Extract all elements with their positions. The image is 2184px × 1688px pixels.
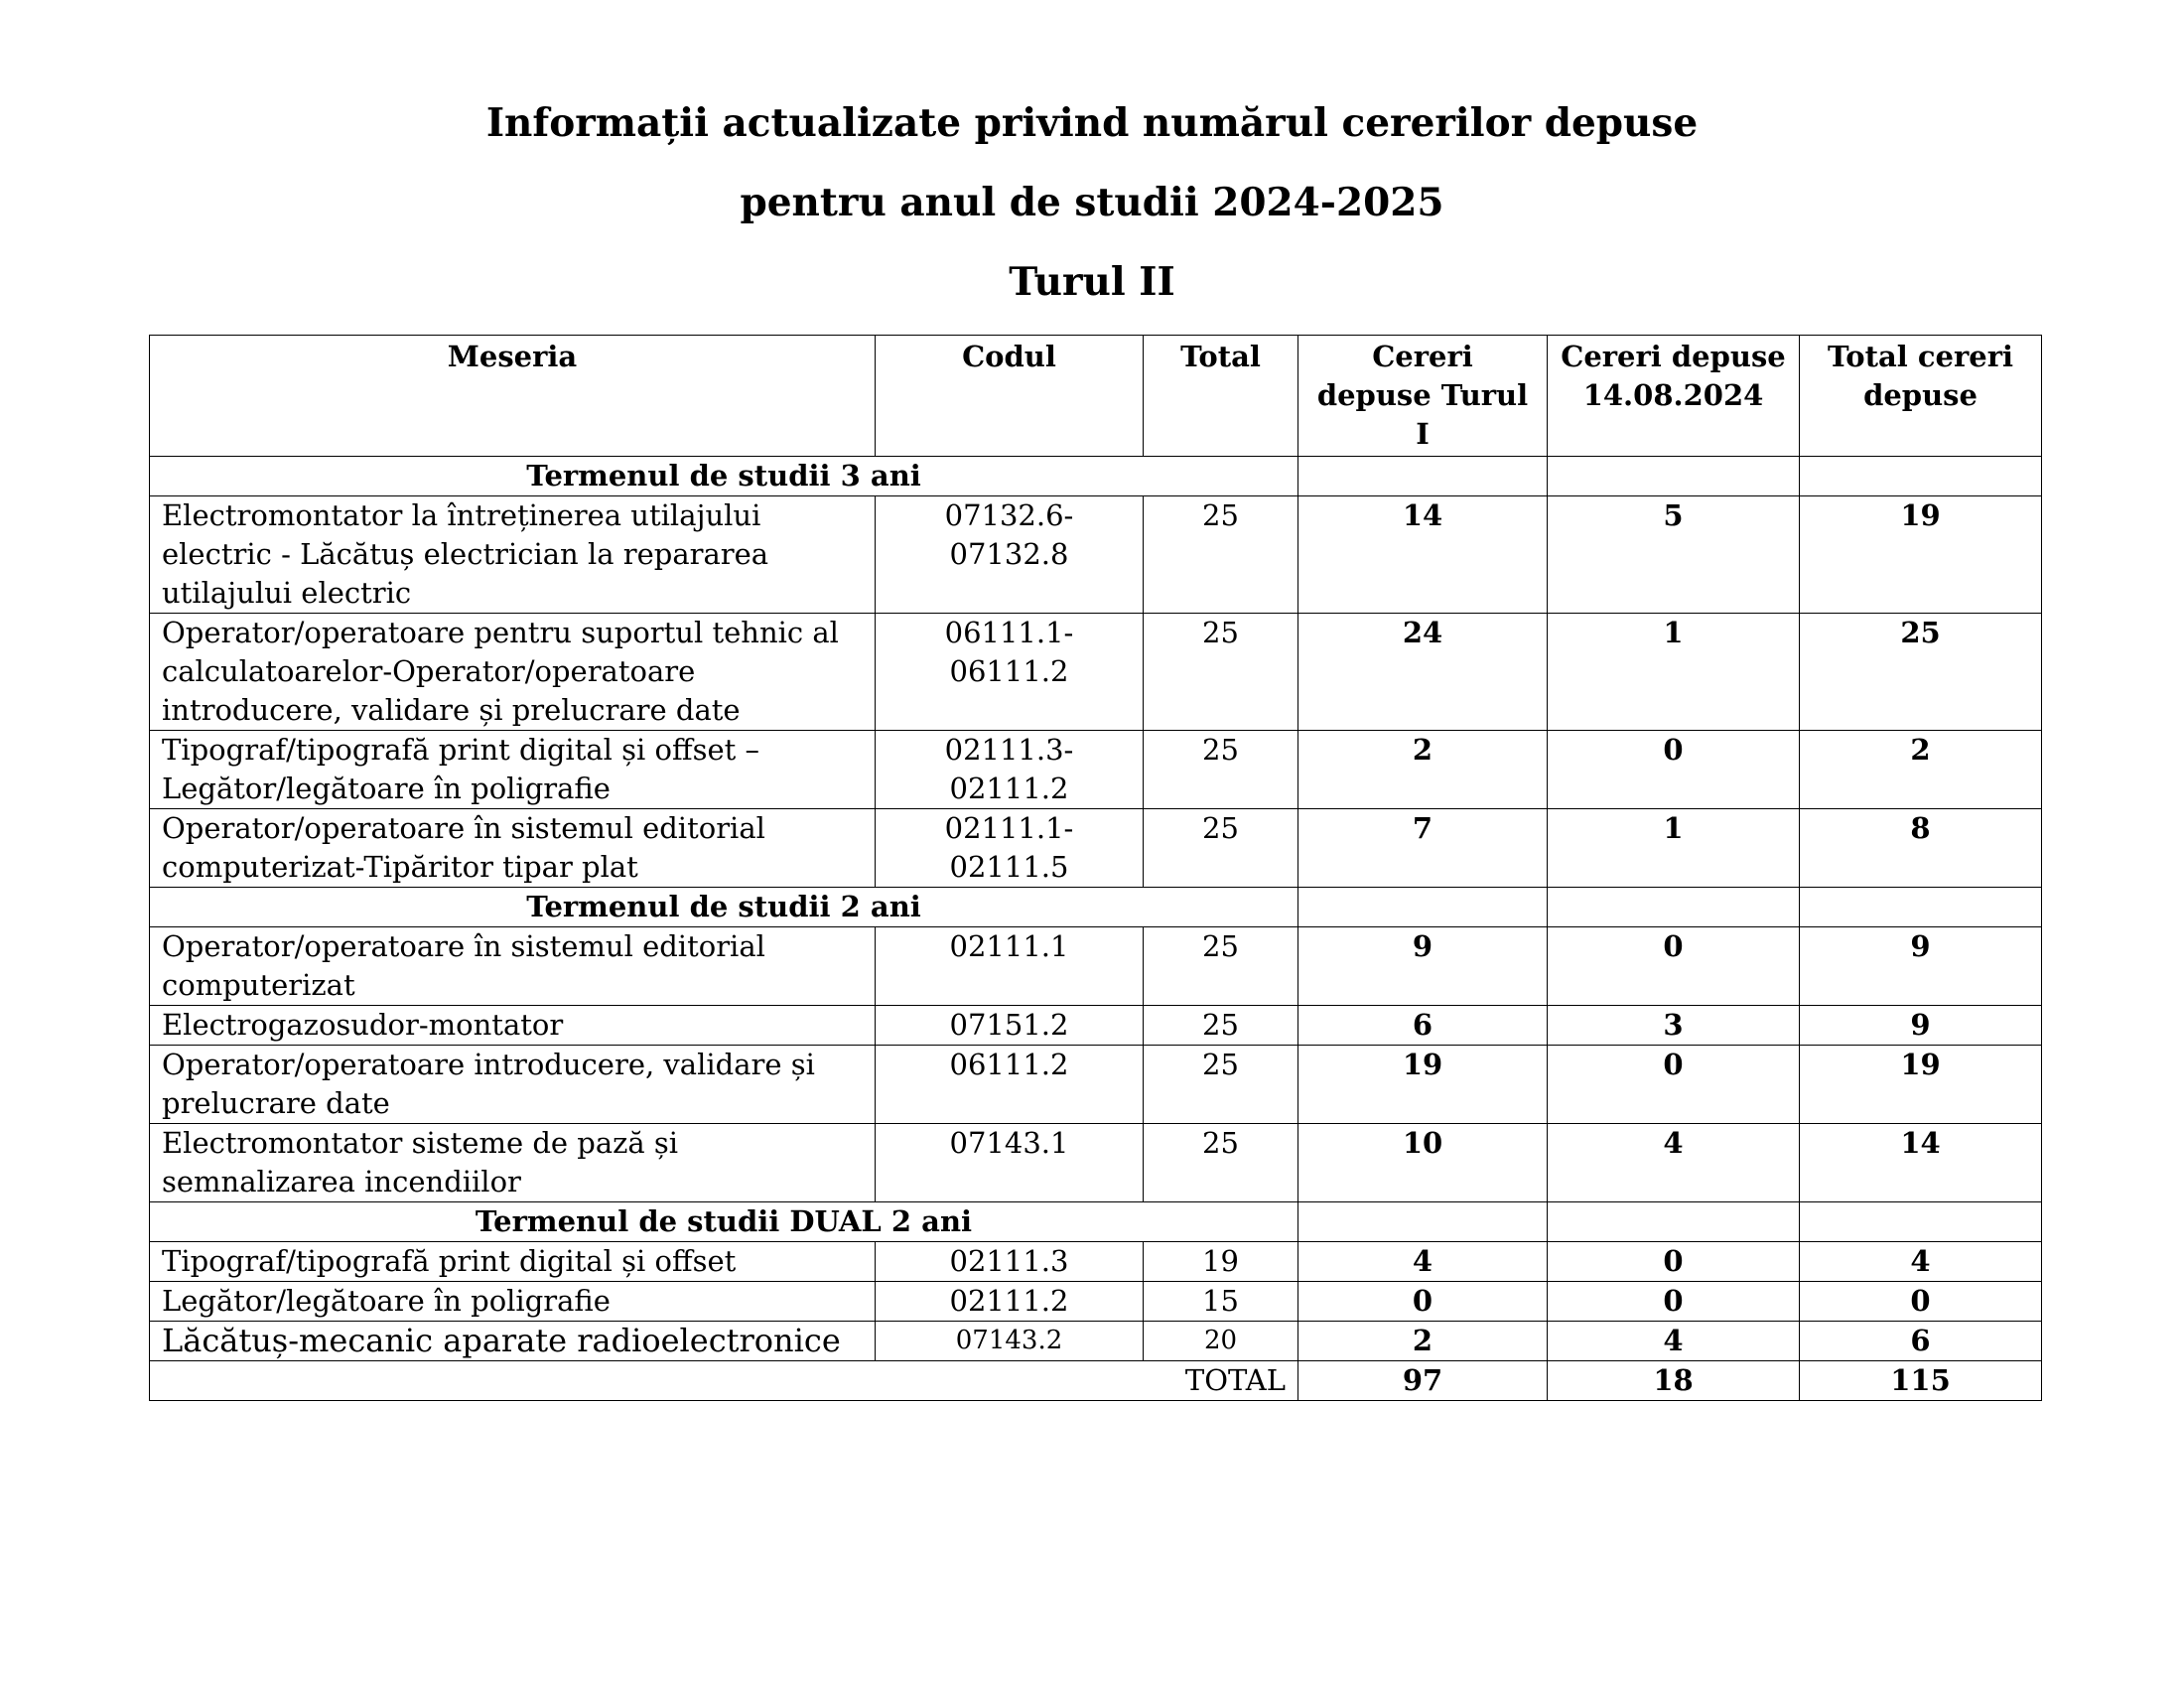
- cell-codul: 02111.1: [876, 927, 1144, 1006]
- table-row: [150, 1006, 2042, 1046]
- table-row: [150, 731, 2042, 809]
- cell-total: 25: [1144, 614, 1298, 731]
- empty-cell: [1548, 457, 1800, 496]
- section-title: Termenul de studii DUAL 2 ani: [150, 1202, 1298, 1242]
- empty-cell: [1800, 1202, 2042, 1242]
- title-line-2: pentru anul de studii 2024-2025: [740, 180, 1444, 225]
- cell-codul: 07132.6-07132.8: [876, 496, 1144, 614]
- empty-cell: [1548, 888, 1800, 927]
- cell-cereri-turul-1: 14: [1298, 496, 1548, 614]
- section-row: [150, 457, 2042, 496]
- table-row: [150, 1242, 2042, 1282]
- cell-cereri-date: 1: [1548, 614, 1800, 731]
- total-label: TOTAL: [150, 1361, 1298, 1401]
- header-total: Total: [1144, 336, 1298, 457]
- cell-total: 25: [1144, 809, 1298, 888]
- section-row: [150, 1202, 2042, 1242]
- cell-codul: 07143.1: [876, 1124, 1144, 1202]
- cell-total: 25: [1144, 1006, 1298, 1046]
- cell-meseria: Operator/operatoare în sistemul editorial computerizat-Tipăritor tipar plat: [150, 809, 876, 888]
- table-row: [150, 927, 2042, 1006]
- table-row: [150, 614, 2042, 731]
- cell-meseria: Tipograf/tipografă print digital și offset: [150, 1242, 876, 1282]
- cell-cereri-turul-1: 6: [1298, 1006, 1548, 1046]
- cell-cereri-turul-1: 9: [1298, 927, 1548, 1006]
- cell-total-cereri: 19: [1800, 1046, 2042, 1124]
- cell-cereri-turul-1: 24: [1298, 614, 1548, 731]
- cell-total-cereri: 8: [1800, 809, 2042, 888]
- cell-cereri-date: 5: [1548, 496, 1800, 614]
- cell-meseria: Legător/legătoare în poligrafie: [150, 1282, 876, 1322]
- cell-cereri-date: 0: [1548, 927, 1800, 1006]
- cell-cereri-date: 1: [1548, 809, 1800, 888]
- cell-total-cereri: 0: [1800, 1282, 2042, 1322]
- cell-total: 19: [1144, 1242, 1298, 1282]
- cell-meseria: Lăcătuș-mecanic aparate radioelectronice: [150, 1322, 876, 1361]
- cell-codul: 07143.2: [876, 1322, 1144, 1361]
- cell-cereri-date: 0: [1548, 1046, 1800, 1124]
- cell-total-cereri: 9: [1800, 1006, 2042, 1046]
- empty-cell: [1298, 888, 1548, 927]
- section-row: [150, 888, 2042, 927]
- total-cereri-all: 115: [1800, 1361, 2042, 1401]
- table-row: [150, 496, 2042, 614]
- applications-table: [149, 335, 2042, 1401]
- cell-cereri-date: 4: [1548, 1322, 1800, 1361]
- empty-cell: [1548, 1202, 1800, 1242]
- cell-cereri-turul-1: 7: [1298, 809, 1548, 888]
- cell-cereri-date: 4: [1548, 1124, 1800, 1202]
- cell-cereri-date: 0: [1548, 1282, 1800, 1322]
- cell-total: 25: [1144, 731, 1298, 809]
- cell-total-cereri: 19: [1800, 496, 2042, 614]
- cell-meseria: Electrogazosudor-montator: [150, 1006, 876, 1046]
- cell-cereri-date: 0: [1548, 1242, 1800, 1282]
- cell-total: 15: [1144, 1282, 1298, 1322]
- empty-cell: [1800, 457, 2042, 496]
- cell-total-cereri: 25: [1800, 614, 2042, 731]
- title-line-3: Turul II: [1009, 259, 1175, 305]
- cell-codul: 02111.2: [876, 1282, 1144, 1322]
- empty-cell: [1298, 1202, 1548, 1242]
- cell-cereri-turul-1: 10: [1298, 1124, 1548, 1202]
- header-meseria: Meseria: [150, 336, 876, 457]
- cell-total-cereri: 14: [1800, 1124, 2042, 1202]
- header-cereri-date: Cereri depuse 14.08.2024: [1548, 336, 1800, 457]
- total-cereri-turul-1: 97: [1298, 1361, 1548, 1401]
- header-codul: Codul: [876, 336, 1144, 457]
- cell-codul: 02111.3-02111.2: [876, 731, 1144, 809]
- cell-total-cereri: 6: [1800, 1322, 2042, 1361]
- cell-total-cereri: 2: [1800, 731, 2042, 809]
- cell-meseria: Operator/operatoare pentru suportul tehnic al calculatoarelor-Operator/operatoare introducere, validare și prelucrare date: [150, 614, 876, 731]
- empty-cell: [1298, 457, 1548, 496]
- table-row: [150, 1282, 2042, 1322]
- cell-meseria: Electromontator la întreținerea utilajului electric - Lăcătuș electrician la repararea utilajului electric: [150, 496, 876, 614]
- cell-cereri-date: 3: [1548, 1006, 1800, 1046]
- table-row: [150, 809, 2042, 888]
- header-total-cereri: Total cereri depuse: [1800, 336, 2042, 457]
- total-cereri-date: 18: [1548, 1361, 1800, 1401]
- cell-total: 25: [1144, 927, 1298, 1006]
- cell-cereri-turul-1: 4: [1298, 1242, 1548, 1282]
- cell-total: 25: [1144, 1046, 1298, 1124]
- cell-meseria: Electromontator sisteme de pază și semnalizarea incendiilor: [150, 1124, 876, 1202]
- cell-total: 25: [1144, 496, 1298, 614]
- cell-codul: 06111.1-06111.2: [876, 614, 1144, 731]
- section-title: Termenul de studii 3 ani: [150, 457, 1298, 496]
- cell-cereri-turul-1: 2: [1298, 731, 1548, 809]
- cell-codul: 06111.2: [876, 1046, 1144, 1124]
- cell-cereri-turul-1: 0: [1298, 1282, 1548, 1322]
- title-line-1: Informații actualizate privind numărul cererilor depuse: [485, 100, 1699, 146]
- cell-cereri-turul-1: 19: [1298, 1046, 1548, 1124]
- cell-total: 25: [1144, 1124, 1298, 1202]
- cell-codul: 07151.2: [876, 1006, 1144, 1046]
- cell-cereri-date: 0: [1548, 731, 1800, 809]
- table-body: [150, 457, 2042, 1401]
- cell-meseria: Operator/operatoare introducere, validare și prelucrare date: [150, 1046, 876, 1124]
- cell-codul: 02111.3: [876, 1242, 1144, 1282]
- cell-total-cereri: 9: [1800, 927, 2042, 1006]
- table-header-row: [150, 336, 2042, 457]
- cell-cereri-turul-1: 2: [1298, 1322, 1548, 1361]
- table-row: [150, 1322, 2042, 1361]
- header-cereri-turul-1: Cereri depuse Turul I: [1298, 336, 1548, 457]
- table-row: [150, 1124, 2042, 1202]
- totals-row: [150, 1361, 2042, 1401]
- cell-meseria: Operator/operatoare în sistemul editorial computerizat: [150, 927, 876, 1006]
- cell-total: 20: [1144, 1322, 1298, 1361]
- cell-meseria: Tipograf/tipografă print digital și offset – Legător/legătoare în poligrafie: [150, 731, 876, 809]
- table-row: [150, 1046, 2042, 1124]
- empty-cell: [1800, 888, 2042, 927]
- section-title: Termenul de studii 2 ani: [150, 888, 1298, 927]
- cell-codul: 02111.1-02111.5: [876, 809, 1144, 888]
- cell-total-cereri: 4: [1800, 1242, 2042, 1282]
